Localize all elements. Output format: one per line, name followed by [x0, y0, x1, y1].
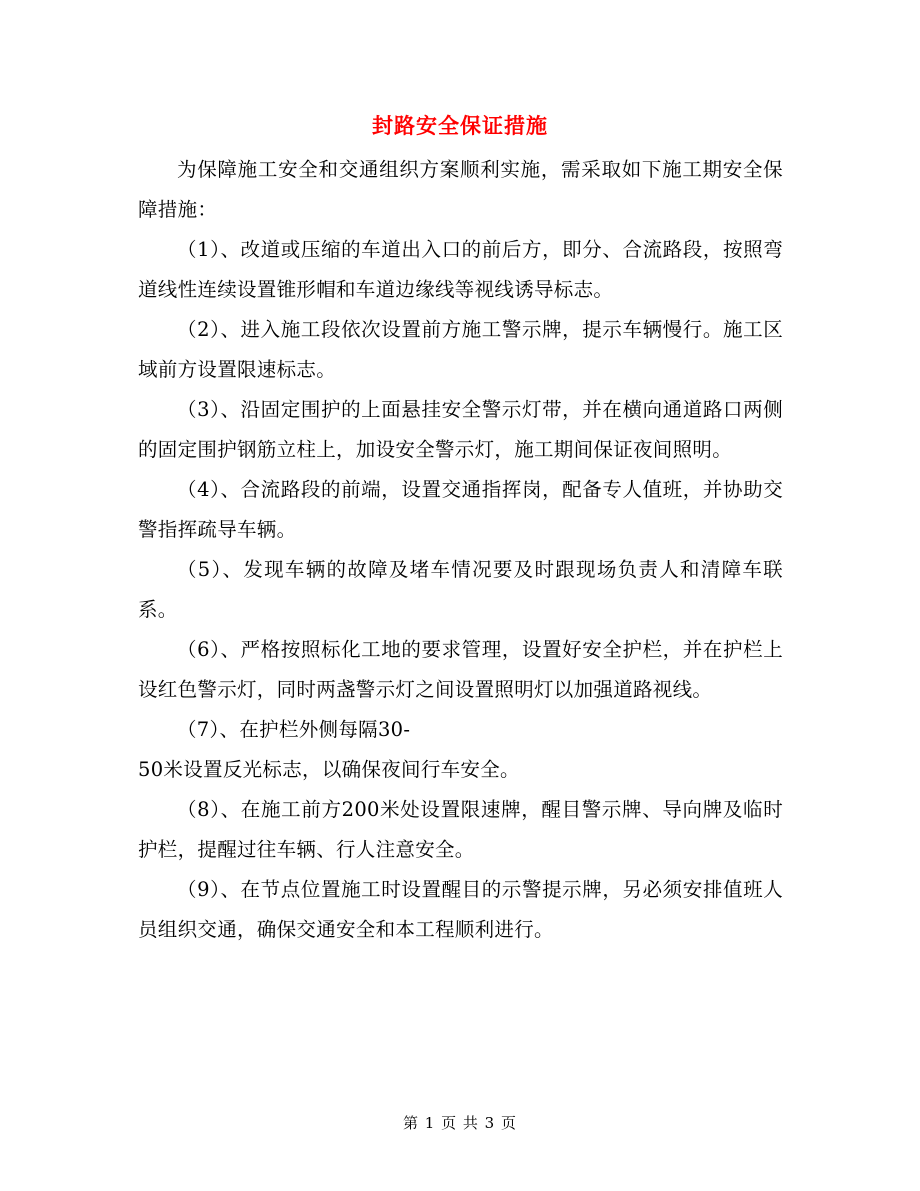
- measure-item-7-continued: 50米设置反光标志，以确保夜间行车安全。: [138, 758, 520, 781]
- document-body: [138, 150, 783, 950]
- measure-item-3: （3）、沿固定围护的上面悬挂安全警示灯带，并在横向通道路口两侧的固定围护钢筋立柱上，加设安全警示灯，施工期间保证夜间照明。: [138, 398, 783, 461]
- measure-item-2: （2）、进入施工段依次设置前方施工警示牌，提示车辆慢行。施工区域前方设置限速标志。: [138, 318, 783, 381]
- measure-item-6: （6）、严格按照标化工地的要求管理，设置好安全护栏，并在护栏上设红色警示灯，同时两盏警示灯之间设置照明灯以加强道路视线。: [138, 638, 783, 701]
- page-number-footer: 第 1 页 共 3 页: [403, 1114, 517, 1132]
- intro-paragraph: 为保障施工安全和交通组织方案顺利实施，需采取如下施工期安全保障措施：: [138, 158, 783, 221]
- measure-item-1: （1）、改道或压缩的车道出入口的前后方，即分、合流路段，按照弯道线性连续设置锥形帽和车道边缘线等视线诱导标志。: [138, 238, 783, 301]
- measure-item-4: （4）、合流路段的前端，设置交通指挥岗，配备专人值班，并协助交警指挥疏导车辆。: [138, 478, 783, 541]
- measure-item-5: （5）、发现车辆的故障及堵车情况要及时跟现场负责人和清障车联系。: [138, 558, 783, 621]
- document-title: 封路安全保证措施: [372, 114, 548, 138]
- measure-item-9: （9）、在节点位置施工时设置醒目的示警提示牌，另必须安排值班人员组织交通，确保交通安全和本工程顺利进行。: [138, 878, 783, 941]
- measure-item-8: （8）、在施工前方200米处设置限速牌，醒目警示牌、导向牌及临时护栏，提醒过往车辆、行人注意安全。: [138, 798, 783, 861]
- measure-item-7: （7）、在护栏外侧每隔30-: [177, 718, 411, 741]
